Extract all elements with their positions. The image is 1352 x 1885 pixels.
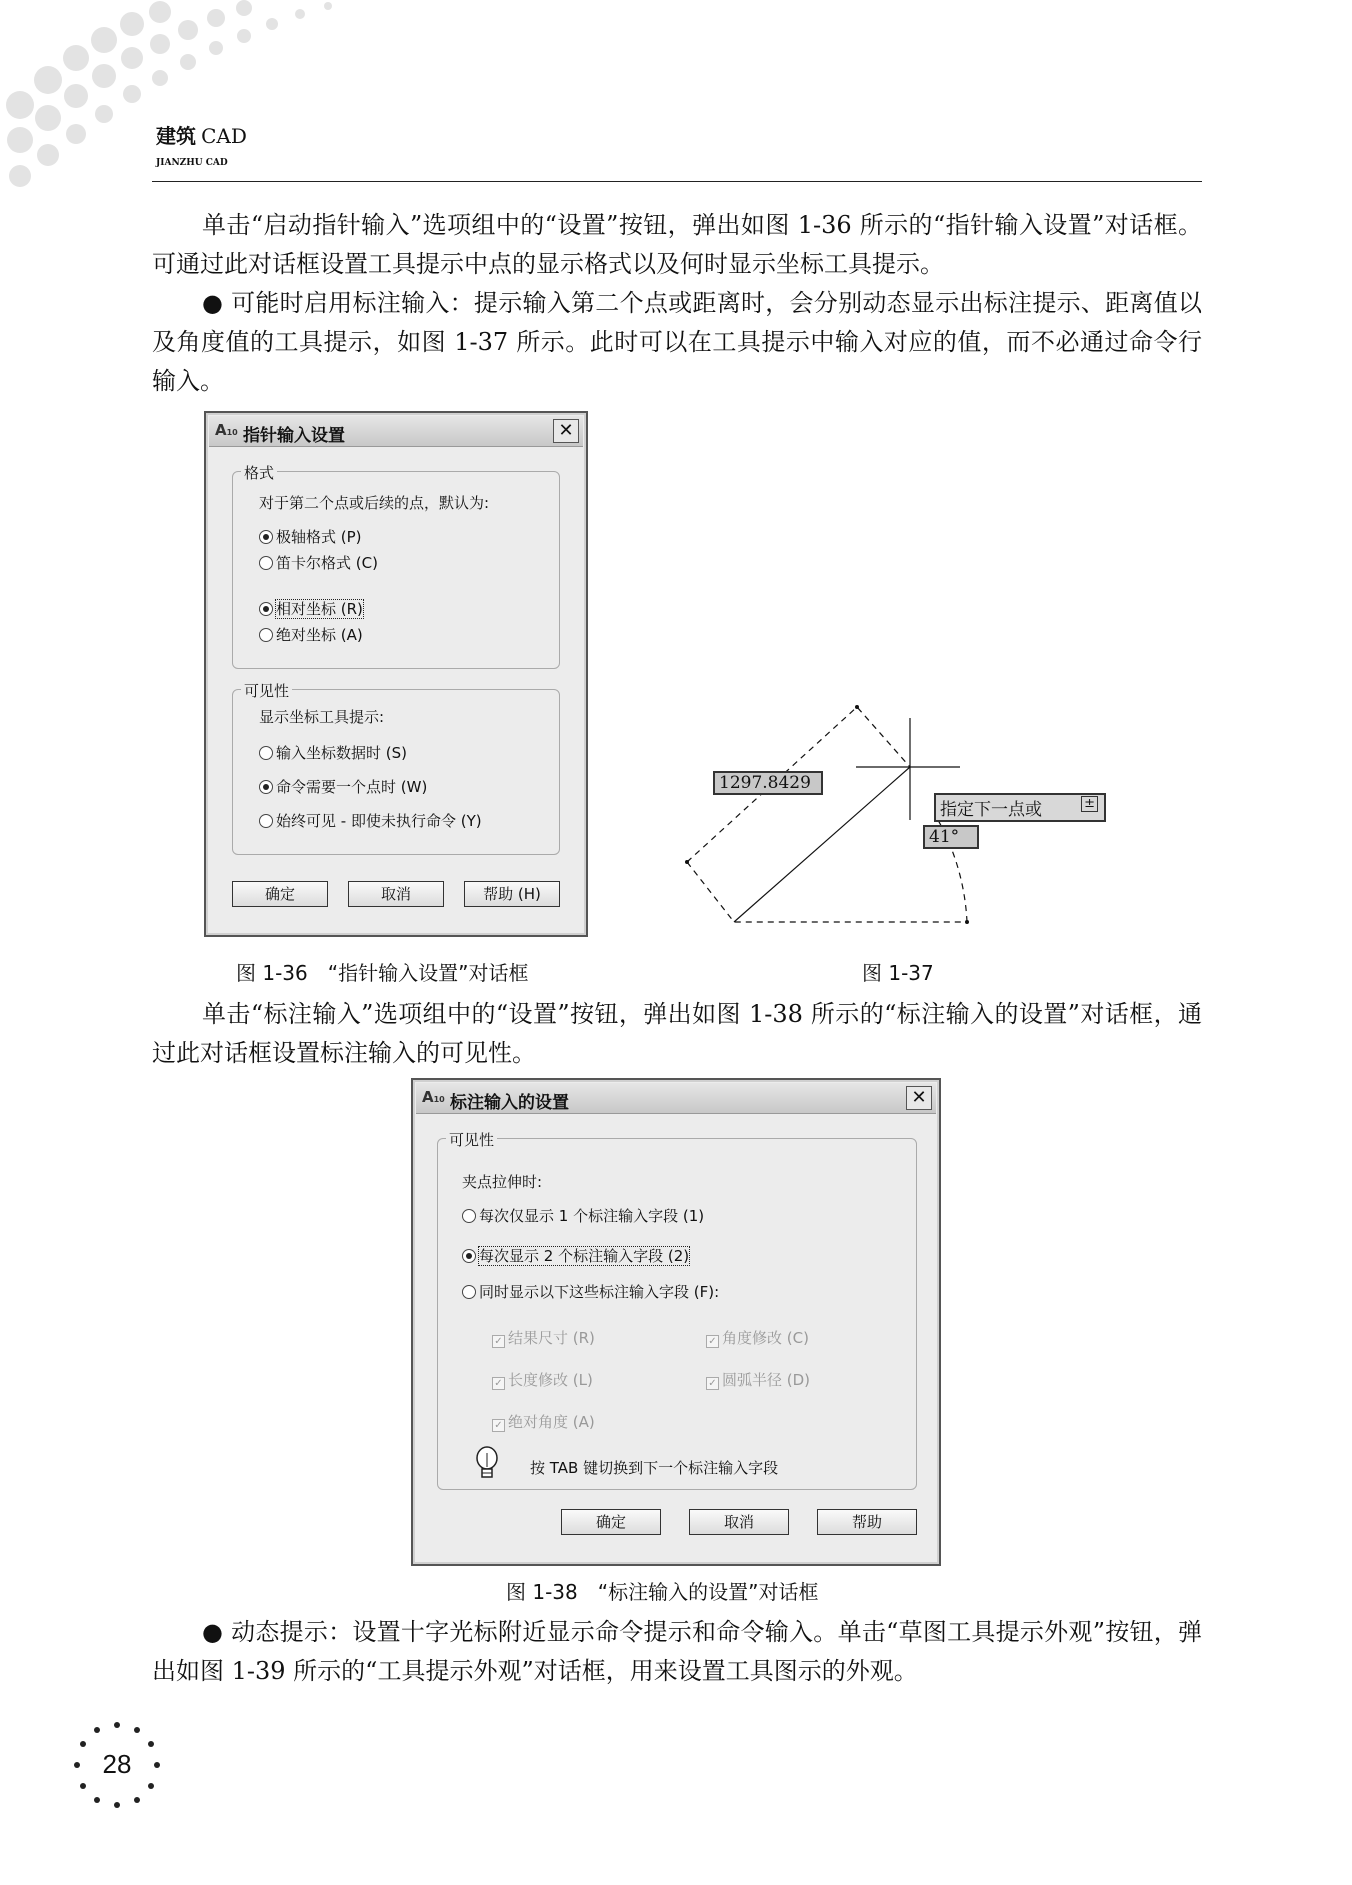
radio-show-one-field[interactable]: 每次仅显示 1 个标注输入字段 (1) [462, 1205, 704, 1226]
visibility-group [232, 682, 560, 855]
header-title-en: CAD [201, 124, 247, 148]
radio-selected-icon [259, 602, 273, 616]
radio-show-two-fields[interactable]: 每次显示 2 个标注输入字段 (2) [462, 1245, 689, 1266]
close-icon[interactable]: ✕ [906, 1086, 932, 1110]
radio-show-following-fields[interactable]: 同时显示以下这些标注输入字段 (F): [462, 1281, 719, 1302]
radio-on-coordinate-input[interactable]: 输入坐标数据时 (S) [259, 742, 407, 763]
checkbox-length-change[interactable]: ✓ 长度修改 (L) [492, 1369, 593, 1390]
distance-tooltip[interactable]: 1297.8429 [713, 771, 823, 795]
radio-relative-coordinates[interactable]: 相对坐标 (R) [259, 598, 363, 619]
radio-icon [259, 814, 273, 828]
checkbox-checked-icon: ✓ [492, 1419, 505, 1432]
checkbox-checked-icon: ✓ [706, 1335, 719, 1348]
visibility-prompt: 显示坐标工具提示: [259, 708, 385, 726]
grip-stretch-prompt: 夹点拉伸时: [462, 1173, 543, 1191]
radio-icon [259, 628, 273, 642]
radio-icon [462, 1285, 476, 1299]
header-subtitle: JIANZHU CAD [156, 158, 228, 168]
radio-cartesian-format[interactable]: 笛卡尔格式 (C) [259, 552, 378, 573]
checkbox-checked-icon: ✓ [492, 1377, 505, 1390]
format-group [232, 464, 560, 669]
help-button[interactable]: 帮助 [817, 1509, 917, 1535]
page-number: 28 [102, 1749, 132, 1779]
dimension-input-settings-dialog [411, 1078, 941, 1566]
checkbox-checked-icon: ✓ [492, 1335, 505, 1348]
radio-polar-format[interactable]: 极轴格式 (P) [259, 526, 362, 547]
ok-button[interactable]: 确定 [232, 881, 328, 907]
dimension-dashed-outline [687, 862, 967, 922]
autocad-app-icon: A10 [422, 1088, 445, 1106]
checkbox-angle-change[interactable]: ✓ 角度修改 (C) [706, 1327, 809, 1348]
radio-icon [259, 746, 273, 760]
dialog-title-bar[interactable] [209, 416, 583, 447]
header-title-cn: 建筑 [156, 124, 196, 148]
ok-button[interactable]: 确定 [561, 1509, 661, 1535]
caption-fig-1-38: 图 1-38 “标注输入的设置”对话框 [506, 1580, 819, 1604]
radio-always-visible[interactable]: 始终可见 - 即使未执行命令 (Y) [259, 810, 482, 831]
dialog-title-bar[interactable] [416, 1083, 936, 1114]
format-group-label: 格式 [241, 462, 277, 483]
close-icon[interactable]: ✕ [553, 419, 579, 443]
paragraph-3: 单击“标注输入”选项组中的“设置”按钮，弹出如图 1-38 所示的“标注输入的设置”对话框，通过此对话框设置标注输入的可见性。 [152, 1000, 1202, 1067]
dialog-title: 指针输入设置 [243, 426, 345, 446]
cancel-button[interactable]: 取消 [689, 1509, 789, 1535]
visibility-group [437, 1131, 917, 1490]
radio-selected-icon [259, 530, 273, 544]
decorative-dots [0, 0, 360, 210]
paragraph-2: ● 可能时启用标注输入：提示输入第二个点或距离时，会分别动态显示出标注提示、距离值以及角度值的工具提示，如图 1-37 所示。此时可以在工具提示中输入对应的值，而不必通过命令行输入。 [152, 289, 1202, 395]
angle-tooltip[interactable]: 41° [923, 825, 979, 849]
visibility-group-label: 可见性 [241, 680, 292, 701]
radio-absolute-coordinates[interactable]: 绝对坐标 (A) [259, 624, 363, 645]
checkbox-checked-icon: ✓ [706, 1377, 719, 1390]
help-button[interactable]: 帮助 (H) [464, 881, 560, 907]
caption-fig-1-36: 图 1-36 “指针输入设置”对话框 [236, 961, 529, 985]
checkbox-absolute-angle[interactable]: ✓ 绝对角度 (A) [492, 1411, 595, 1432]
autocad-app-icon: A10 [215, 421, 238, 439]
command-prompt-tooltip: 指定下一点或 ± [934, 793, 1106, 822]
paragraph-1: 单击“启动指针输入”选项组中的“设置”按钮，弹出如图 1-36 所示的“指针输入设置”对话框。可通过此对话框设置工具提示中点的显示格式以及何时显示坐标工具提示。 [152, 211, 1202, 278]
header-rule [152, 181, 1202, 182]
radio-icon [259, 556, 273, 570]
checkbox-arc-radius[interactable]: ✓ 圆弧半径 (D) [706, 1369, 810, 1390]
radio-selected-icon [462, 1249, 476, 1263]
radio-command-asks-point[interactable]: 命令需要一个点时 (W) [259, 776, 427, 797]
format-prompt: 对于第二个点或后续的点，默认为: [259, 494, 490, 512]
pointer-input-settings-dialog [204, 411, 588, 937]
caption-fig-1-37: 图 1-37 [862, 961, 934, 985]
radio-selected-icon [259, 780, 273, 794]
cancel-button[interactable]: 取消 [348, 881, 444, 907]
radio-icon [462, 1209, 476, 1223]
lightbulb-icon [474, 1445, 500, 1483]
input-icon[interactable]: ± [1081, 796, 1098, 812]
paragraph-4: ● 动态提示：设置十字光标附近显示命令提示和命令输入。单击“草图工具提示外观”按钮，弹出如图 1-39 所示的“工具提示外观”对话框，用来设置工具图示的外观。 [152, 1618, 1202, 1685]
tab-hint-text: 按 TAB 键切换到下一个标注输入字段 [530, 1459, 779, 1477]
checkbox-result-dimension[interactable]: ✓ 结果尺寸 (R) [492, 1327, 595, 1348]
visibility-group-label: 可见性 [446, 1129, 497, 1150]
dialog-title: 标注输入的设置 [450, 1093, 569, 1113]
running-header [156, 120, 247, 149]
